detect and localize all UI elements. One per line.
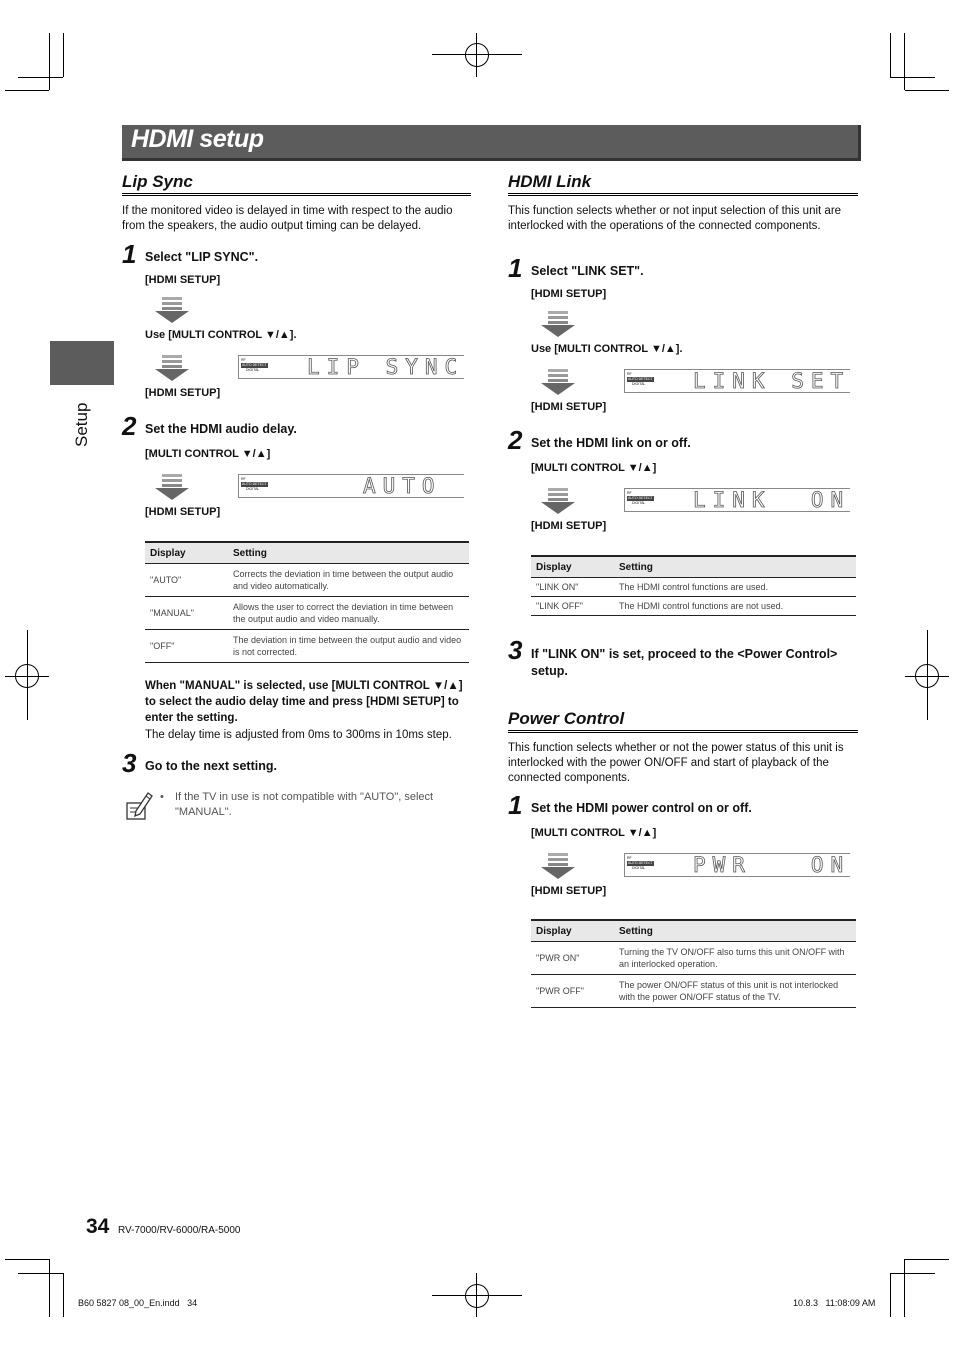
crop-mark bbox=[890, 1273, 935, 1274]
step-title: Set the HDMI link on or off. bbox=[531, 436, 691, 450]
step-number: 1 bbox=[508, 790, 523, 820]
crop-mark bbox=[890, 33, 891, 77]
button-reference: [HDMI SETUP] bbox=[145, 274, 221, 286]
power-control-table bbox=[531, 919, 856, 1008]
page-number: 34 bbox=[86, 1215, 110, 1238]
down-arrow-icon bbox=[541, 853, 575, 879]
down-arrow-icon bbox=[155, 355, 189, 381]
table-row: "AUTO" Corrects the deviation in time between the output audio and video automatically. bbox=[145, 564, 469, 597]
hdmi-link-table bbox=[531, 555, 856, 616]
bullet: • bbox=[160, 791, 164, 803]
button-reference: [MULTI CONTROL ▼/▲] bbox=[145, 448, 271, 460]
lcd-text: LINK SET bbox=[693, 369, 851, 393]
button-reference: [MULTI CONTROL ▼/▲] bbox=[531, 462, 657, 474]
table-header: Setting bbox=[614, 556, 856, 578]
lcd-display bbox=[238, 355, 464, 379]
hdmi-link-heading: HDMI Link bbox=[508, 172, 592, 191]
step-title: Set the HDMI power control on or off. bbox=[531, 801, 752, 815]
page-title-bar bbox=[122, 125, 861, 161]
lcd-display bbox=[624, 853, 850, 877]
crop-mark bbox=[49, 33, 50, 90]
page-title: HDMI setup bbox=[131, 125, 264, 153]
registration-mark bbox=[15, 664, 39, 688]
button-reference: Use [MULTI CONTROL ▼/▲]. bbox=[531, 343, 683, 355]
down-arrow-icon bbox=[155, 297, 189, 323]
lcd-display bbox=[238, 474, 464, 498]
crop-mark bbox=[905, 90, 949, 91]
model-numbers: RV-7000/RV-6000/RA-5000 bbox=[118, 1225, 241, 1236]
down-arrow-icon bbox=[541, 488, 575, 514]
down-arrow-icon bbox=[541, 311, 575, 337]
lcd-text: LINK ON bbox=[693, 488, 851, 512]
table-header: Setting bbox=[228, 542, 469, 564]
button-reference: [HDMI SETUP] bbox=[145, 387, 221, 399]
heading-rule bbox=[122, 193, 471, 196]
crop-mark bbox=[890, 1273, 891, 1317]
step-title: Select "LIP SYNC". bbox=[145, 250, 259, 264]
crop-mark bbox=[904, 33, 905, 90]
lcd-text: LIP SYNC bbox=[307, 355, 465, 379]
button-reference: [HDMI SETUP] bbox=[531, 520, 607, 532]
step-number: 2 bbox=[508, 425, 523, 455]
table-row: "LINK ON" The HDMI control functions are used. bbox=[531, 578, 856, 597]
hdmi-link-intro: This function selects whether or not input selection of this unit are interlocked with the operations of the connected components. bbox=[508, 205, 842, 232]
lip-sync-intro: If the monitored video is delayed in time with respect to the audio from the speakers, the audio output timing can be delayed. bbox=[122, 205, 453, 232]
crop-mark bbox=[904, 1259, 905, 1317]
lcd-indicator: RF AUTO DETECT DIGITAL bbox=[241, 477, 267, 491]
heading-rule bbox=[508, 730, 858, 733]
lcd-indicator: RF AUTO DETECT DIGITAL bbox=[627, 856, 653, 870]
table-row: "PWR OFF" The power ON/OFF status of this unit is not interlocked with the power ON/OFF status of the TV. bbox=[531, 975, 856, 1008]
down-arrow-icon bbox=[155, 474, 189, 500]
memo-pencil-icon bbox=[124, 789, 154, 823]
step-number: 3 bbox=[508, 635, 523, 665]
memo-text: If the TV in use is not compatible with "AUTO", select "MANUAL". bbox=[175, 791, 434, 818]
step-title: Go to the next setting. bbox=[145, 759, 277, 773]
footer-filename: B60 5827 08_00_En.indd 34 bbox=[78, 1298, 198, 1308]
crop-mark bbox=[5, 90, 49, 91]
crop-mark bbox=[63, 1273, 64, 1317]
lcd-text: PWR ON bbox=[693, 853, 851, 877]
button-reference: [MULTI CONTROL ▼/▲] bbox=[531, 827, 657, 839]
button-reference: Use [MULTI CONTROL ▼/▲]. bbox=[145, 329, 297, 341]
table-row: "OFF" The deviation in time between the output audio and video is not corrected. bbox=[145, 630, 469, 663]
button-reference: [HDMI SETUP] bbox=[145, 506, 221, 518]
side-tab-label: Setup bbox=[72, 402, 91, 447]
lcd-text: AUTO bbox=[363, 474, 442, 498]
power-control-heading: Power Control bbox=[508, 709, 625, 728]
button-reference: [HDMI SETUP] bbox=[531, 885, 607, 897]
lcd-display bbox=[624, 488, 850, 512]
power-control-intro: This function selects whether or not the power status of this unit is interlocked with the power ON/OFF and start of playback of the connected components. bbox=[508, 742, 844, 784]
lip-sync-table bbox=[145, 541, 469, 663]
crop-mark bbox=[63, 33, 64, 77]
crop-mark bbox=[905, 1259, 949, 1260]
step-number: 2 bbox=[122, 411, 137, 441]
lcd-indicator: RF AUTO DETECT DIGITAL bbox=[241, 358, 267, 372]
lcd-display bbox=[624, 369, 850, 393]
crop-mark bbox=[18, 1273, 63, 1274]
crop-mark bbox=[49, 1259, 50, 1317]
heading-rule bbox=[508, 193, 858, 196]
lcd-indicator: RF AUTO DETECT DIGITAL bbox=[627, 372, 653, 386]
step-title: If "LINK ON" is set, proceed to the <Power Control> setup. bbox=[531, 647, 838, 678]
footer-timestamp: 10.8.3 11:08:09 AM bbox=[793, 1298, 876, 1308]
crop-mark bbox=[5, 1259, 49, 1260]
step-number: 1 bbox=[122, 239, 137, 269]
registration-mark bbox=[465, 1284, 489, 1308]
down-arrow-icon bbox=[541, 369, 575, 395]
step-title: Set the HDMI audio delay. bbox=[145, 422, 297, 436]
lcd-indicator: RF AUTO DETECT DIGITAL bbox=[627, 491, 653, 505]
side-tab bbox=[50, 341, 114, 385]
table-header: Display bbox=[531, 920, 614, 942]
step-number: 1 bbox=[508, 253, 523, 283]
crop-mark bbox=[18, 77, 63, 78]
table-header: Display bbox=[145, 542, 228, 564]
table-row: "PWR ON" Turning the TV ON/OFF also turns this unit ON/OFF with an interlocked operation. bbox=[531, 942, 856, 975]
registration-mark bbox=[915, 664, 939, 688]
step-number: 3 bbox=[122, 748, 137, 778]
step-title: Select "LINK SET". bbox=[531, 264, 644, 278]
table-row: "MANUAL" Allows the user to correct the deviation in time between the output audio and video manually. bbox=[145, 597, 469, 630]
manual-note: The delay time is adjusted from 0ms to 300ms in 10ms step. bbox=[145, 729, 452, 741]
registration-mark bbox=[465, 43, 489, 67]
crop-mark bbox=[890, 77, 935, 78]
manual-note-bold: When "MANUAL" is selected, use [MULTI CONTROL ▼/▲] to select the audio delay time and press [HDMI SETUP] to enter the setting. bbox=[145, 680, 463, 724]
table-header: Display bbox=[531, 556, 614, 578]
table-row: "LINK OFF" The HDMI control functions are not used. bbox=[531, 597, 856, 616]
lip-sync-heading: Lip Sync bbox=[122, 172, 193, 191]
button-reference: [HDMI SETUP] bbox=[531, 401, 607, 413]
table-header: Setting bbox=[614, 920, 856, 942]
button-reference: [HDMI SETUP] bbox=[531, 288, 607, 300]
